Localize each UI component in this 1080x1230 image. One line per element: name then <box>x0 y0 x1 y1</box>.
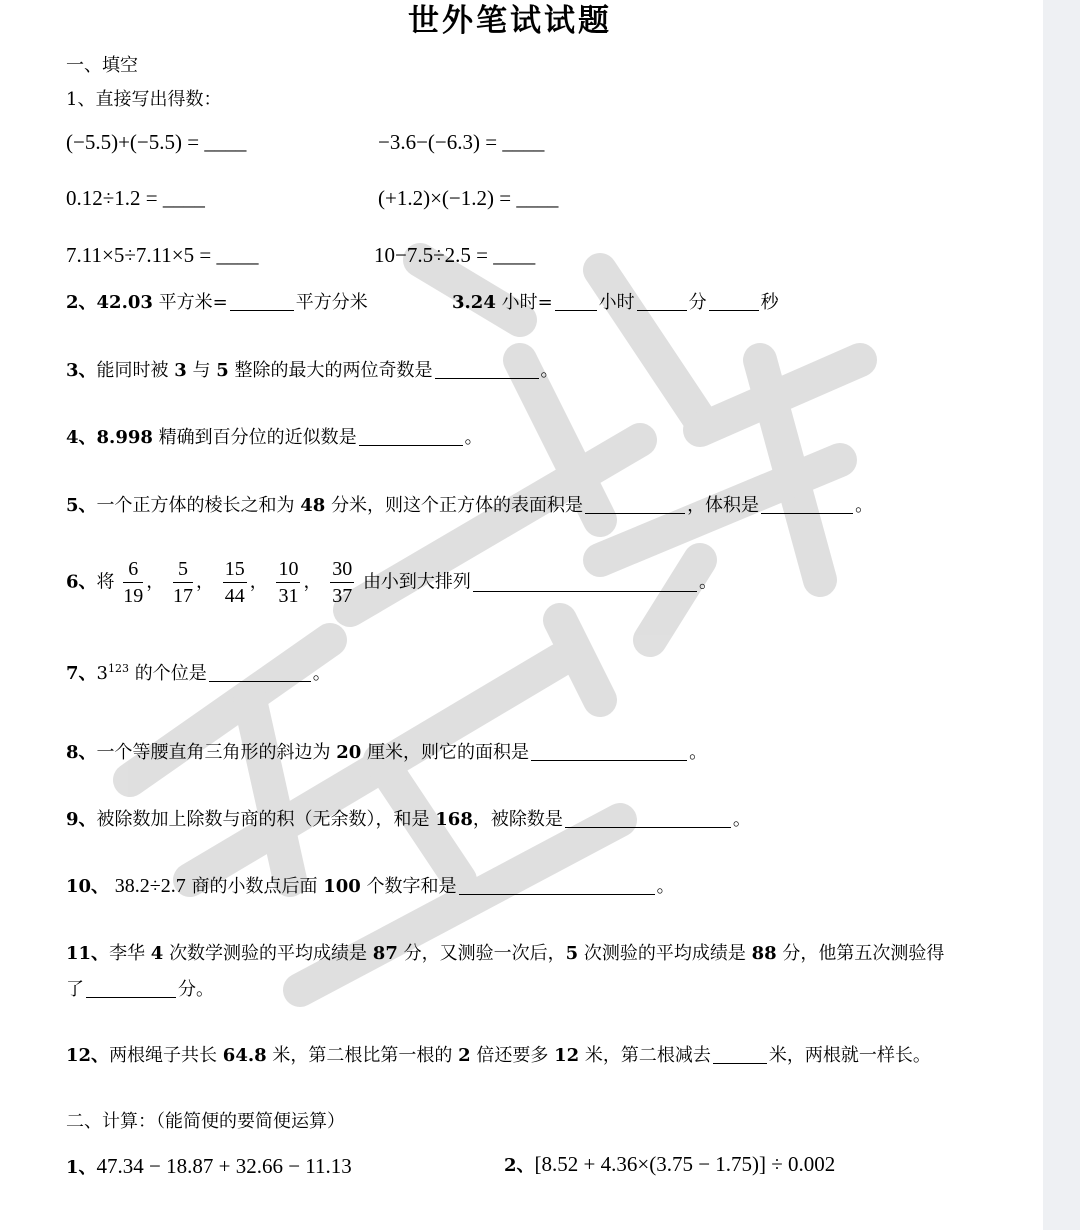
q3-blank <box>435 360 539 379</box>
q1-blank-3: ____ <box>162 186 205 210</box>
s2-item-2-number: 2、 <box>504 1155 535 1176</box>
q1-item-3 <box>66 188 205 209</box>
section2-item-2 <box>504 1154 835 1175</box>
question-11-line2 <box>66 979 214 999</box>
q5-end: 。 <box>855 495 874 516</box>
q6-fraction-1-den: 19 <box>123 585 144 607</box>
q1-expr-1: (−5.5)+(−5.5) = <box>66 130 200 154</box>
q11-t5: 分，他第五次测验得 <box>782 943 945 964</box>
q6-fraction-1 <box>123 556 143 609</box>
q4-number: 4、 <box>66 427 97 448</box>
q6-t2: 由小到大排列 <box>362 571 471 593</box>
s2-item-1-expr: 47.34 − 18.87 + 32.66 − 11.13 <box>96 1154 352 1178</box>
q10-n1: 100 <box>323 876 361 897</box>
q2-b-h: 小时 <box>598 292 635 313</box>
q12-t2: 米，第二根比第一根的 <box>272 1045 453 1066</box>
question-11 <box>66 945 944 963</box>
q3-t3: 整除的最大的两位奇数是 <box>234 360 433 381</box>
q6-fraction-3-num: 15 <box>223 556 247 583</box>
q6-fraction-3 <box>223 556 247 609</box>
q2-b-m: 分 <box>688 292 707 313</box>
q6-sep-4: ， <box>303 571 322 593</box>
q2-a-tail: 平方分米 <box>295 292 368 313</box>
question-2 <box>66 292 368 312</box>
q11-line2b: 分。 <box>178 979 214 1000</box>
q3-t1: 能同时被 <box>96 360 169 381</box>
q6-fraction-4 <box>276 556 300 609</box>
q6-fraction-4-num: 10 <box>276 556 300 583</box>
q2-b-value: 3.24 <box>452 292 496 313</box>
q8-blank <box>531 742 687 761</box>
q6-sep-2: ， <box>196 571 214 593</box>
q5-number: 5、 <box>66 495 97 516</box>
q2-b-blank-h <box>555 292 597 311</box>
q11-t4: 次测验的平均成绩是 <box>583 943 746 964</box>
q3-number: 3、 <box>66 360 97 381</box>
q12-n1: 64.8 <box>222 1045 267 1066</box>
q6-blank <box>473 573 697 592</box>
q2-b-s: 秒 <box>760 292 779 313</box>
q11-t1: 李华 <box>109 943 146 964</box>
q11-n1: 4 <box>150 943 164 964</box>
q3-n1: 3 <box>174 360 187 381</box>
q10-end: 。 <box>656 876 675 897</box>
q1-item-4 <box>378 188 558 209</box>
q2-a-unit: 平方米= <box>158 292 228 313</box>
q10-number: 10、 <box>66 876 110 897</box>
q7-end: 。 <box>312 663 331 684</box>
question-8 <box>66 742 707 762</box>
q6-end: 。 <box>698 571 717 593</box>
q11-line2a: 了 <box>66 979 84 1000</box>
question-6 <box>66 556 717 609</box>
question-4 <box>66 427 483 447</box>
q9-end: 。 <box>732 809 751 830</box>
q6-fraction-2 <box>173 556 193 609</box>
page-gutter <box>1043 0 1080 1230</box>
q10-blank <box>459 876 655 895</box>
q11-blank <box>86 979 176 998</box>
q4-blank <box>359 427 463 446</box>
q4-n1: 8.998 <box>96 427 153 448</box>
s2-item-1-number: 1、 <box>66 1157 97 1178</box>
q6-number: 6、 <box>66 571 97 593</box>
question-12 <box>66 1045 931 1065</box>
q2-number: 2、 <box>66 292 97 313</box>
q9-number: 9、 <box>66 809 97 830</box>
q7-blank <box>209 663 311 682</box>
q3-t2: 与 <box>192 360 211 381</box>
q5-t2: 分米，则这个正方体的表面积是 <box>331 495 584 516</box>
q8-t2: 厘米，则它的面积是 <box>367 742 530 763</box>
q1-item-6 <box>374 245 535 266</box>
q6-fraction-2-den: 17 <box>173 585 193 607</box>
question-7 <box>66 663 331 683</box>
q2-b-unit: 小时= <box>501 292 553 313</box>
q11-t3: 分，又测验一次后， <box>403 943 566 964</box>
question-5 <box>66 495 873 515</box>
q8-end: 。 <box>689 742 708 763</box>
q2-b-blank-s <box>709 292 759 311</box>
q4-t1: 精确到百分位的近似数是 <box>158 427 357 448</box>
q2-a-value: 42.03 <box>96 292 153 313</box>
q9-t2: ，被除数是 <box>472 809 563 830</box>
q12-t3: 倍还要多 <box>476 1045 549 1066</box>
q5-n1: 48 <box>300 495 326 516</box>
q6-sep-3: ， <box>249 571 268 593</box>
q7-exponent: 123 <box>107 662 129 675</box>
q12-t1: 两根绳子共长 <box>109 1045 218 1066</box>
q8-t1: 一个等腰直角三角形的斜边为 <box>96 742 331 763</box>
q6-t1: 将 <box>96 571 115 593</box>
q12-number: 12、 <box>66 1045 110 1066</box>
q1-expr-2: −3.6−(−6.3) = <box>378 130 498 154</box>
q6-sep-1: ， <box>146 571 165 593</box>
q1-blank-1: ____ <box>204 130 247 154</box>
q11-n2: 87 <box>372 943 398 964</box>
q1-blank-2: ____ <box>502 130 545 154</box>
q1-blank-5: ____ <box>216 243 259 267</box>
q1-item-5 <box>66 245 259 266</box>
q1-item-2 <box>378 132 544 153</box>
question-2b <box>452 292 779 312</box>
q11-n3: 5 <box>565 943 579 964</box>
q11-number: 11、 <box>66 943 110 964</box>
section2-heading: 二、计算：（能简便的要简便运算） <box>66 1111 345 1132</box>
q12-t5: 米，两根就一样长。 <box>768 1045 931 1066</box>
q2-a-blank <box>230 292 294 311</box>
q1-expr-4: (+1.2)×(−1.2) = <box>378 186 512 210</box>
q5-t3: ，体积是 <box>687 495 760 516</box>
q4-end: 。 <box>464 427 483 448</box>
q5-blank-area <box>585 495 685 514</box>
q8-n1: 20 <box>336 742 362 763</box>
q6-fraction-4-den: 31 <box>278 585 299 607</box>
q3-end: 。 <box>540 360 559 381</box>
q10-expr: 38.2÷2.7 <box>114 875 186 897</box>
section1-heading: 一、填空 <box>66 55 138 76</box>
q7-number: 7、 <box>66 663 97 684</box>
q3-n2: 5 <box>216 360 229 381</box>
q9-blank <box>565 809 731 828</box>
q11-t2: 次数学测验的平均成绩是 <box>169 943 368 964</box>
q12-n2: 2 <box>458 1045 471 1066</box>
section2-item-1 <box>66 1156 352 1177</box>
q1-blank-6: ____ <box>493 243 536 267</box>
q6-fraction-5-den: 37 <box>332 585 353 607</box>
q10-t1: 商的小数点后面 <box>191 876 318 897</box>
q1-expr-5: 7.11×5÷7.11×5 = <box>66 243 212 267</box>
q10-t2: 个数字和是 <box>366 876 457 897</box>
q12-n3: 12 <box>554 1045 580 1066</box>
question-10 <box>66 876 675 896</box>
q5-t1: 一个正方体的棱长之和为 <box>96 495 295 516</box>
q6-fraction-2-num: 5 <box>173 556 193 583</box>
q1-item-1 <box>66 132 246 153</box>
q2-b-blank-m <box>637 292 687 311</box>
q11-n4: 88 <box>751 943 777 964</box>
q8-number: 8、 <box>66 742 97 763</box>
q6-fraction-3-den: 44 <box>224 585 245 607</box>
question-3 <box>66 360 559 380</box>
q7-base: 3 <box>96 663 108 684</box>
q6-fraction-1-num: 6 <box>123 556 143 583</box>
s2-item-2-expr: [8.52 + 4.36×(3.75 − 1.75)] ÷ 0.002 <box>534 1152 836 1176</box>
q6-fraction-5 <box>330 556 354 609</box>
q12-blank <box>713 1045 767 1064</box>
question-9 <box>66 809 751 829</box>
q6-fraction-5-num: 30 <box>330 556 354 583</box>
q1-expr-6: 10−7.5÷2.5 = <box>374 243 488 267</box>
page-title: 世外笔试试题 <box>408 3 612 39</box>
q7-t1: 的个位是 <box>134 663 207 684</box>
q5-blank-volume <box>761 495 853 514</box>
q12-t4: 米，第二根减去 <box>584 1045 711 1066</box>
q1-blank-4: ____ <box>516 186 559 210</box>
q1-label: 1、直接写出得数： <box>66 89 222 110</box>
q9-t1: 被除数加上除数与商的积（无余数），和是 <box>96 809 430 830</box>
q1-expr-3: 0.12÷1.2 = <box>66 186 158 210</box>
q9-n1: 168 <box>435 809 473 830</box>
